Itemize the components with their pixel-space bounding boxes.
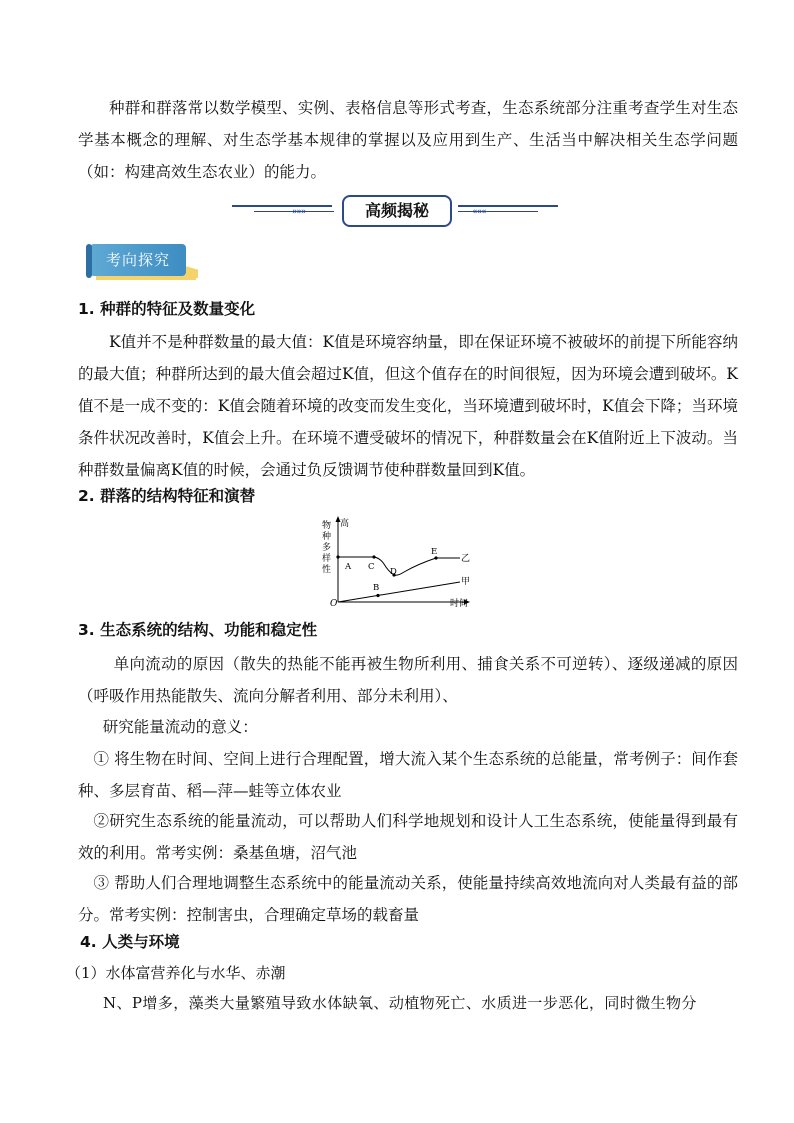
section4-sub1-body: N、P增多，藻类大量繁殖导致水体缺氧、动植物死亡、水质进一步恶化，同时微生物分	[103, 994, 697, 1012]
banner-line-left-top	[232, 205, 332, 207]
section3-heading: 3. 生态系统的结构、功能和稳定性	[78, 621, 318, 639]
section4-heading: 4. 人类与环境	[80, 933, 180, 951]
section-banner	[232, 193, 562, 227]
y-label-2: 种	[322, 532, 332, 542]
point-start	[336, 555, 339, 558]
section3-item2: ②研究生态系统的能量流动，可以帮助人们科学地规划和设计人工生态系统，使能量得到最有效的利用。常考实例：桑基鱼塘，沼气池	[78, 812, 738, 862]
label-b: B	[373, 583, 380, 593]
label-c: C	[368, 562, 375, 572]
curve-yi	[338, 557, 460, 575]
banner-arrows-left-icon: »»»	[292, 207, 306, 217]
curve-jia	[338, 582, 460, 602]
point-c	[372, 555, 375, 558]
section1-heading: 1. 种群的特征及数量变化	[78, 300, 256, 318]
banner-line-right-bottom	[458, 211, 538, 212]
section2-heading: 2. 群落的结构特征和演替	[78, 487, 256, 505]
x-axis-label: 时间	[450, 599, 469, 609]
banner-arrows-right-icon: «««	[472, 207, 486, 217]
y-high-label: 高	[340, 519, 350, 529]
banner-title: 高频揭秘	[342, 195, 452, 227]
origin-label: O	[330, 599, 338, 609]
label-a: A	[345, 562, 352, 572]
topic-tag	[86, 244, 198, 284]
section4-sub1: （1）水体富营养化与水华、赤潮	[66, 964, 286, 982]
y-label-1: 物	[322, 521, 332, 531]
section3-item1: ① 将生物在时间、空间上进行合理配置，增大流入某个生态系统的总能量，常考例子：间作套种、多层育苗、稻—萍—蛙等立体农业	[78, 750, 738, 800]
label-yi: 乙	[461, 554, 471, 564]
y-label-3: 多	[322, 543, 332, 553]
y-label-5: 性	[322, 565, 332, 575]
section3-item3: ③ 帮助人们合理地调整生态系统中的能量流动关系，使能量持续高效地流向对人类最有益的部分。常考实例：控制害虫，合理确定草场的载畜量	[78, 874, 738, 924]
point-b	[376, 594, 379, 597]
intro-paragraph: 种群和群落常以数学模型、实例、表格信息等形式考查，生态系统部分注重考查学生对生态学基本概念的理解、对生态学基本规律的掌握以及应用到生产、生活当中解决相关生态学问题（如：构建高效生态农业）的能力。	[78, 99, 738, 181]
section3-reason: 单向流动的原因（散失的热能不能再被生物所利用、捕食关系不可逆转）、逐级递减的原因（呼吸作用热能散失、流向分解者利用、部分未利用）、	[78, 655, 738, 705]
tag-left-bar	[86, 244, 92, 278]
succession-diagram	[318, 514, 474, 610]
section3-meaning-title: 研究能量流动的意义：	[102, 718, 258, 736]
label-jia: 甲	[461, 577, 471, 587]
label-d: D	[390, 567, 397, 577]
label-e: E	[431, 547, 438, 557]
y-label-4: 样	[322, 554, 332, 564]
tag-label: 考向探究	[90, 244, 186, 276]
section1-body: K值并不是种群数量的最大值：K值是环境容纳量，即在保证环境不被破坏的前提下所能容纳的最大值；种群所达到的最大值会超过K值，但这个值存在的时间很短，因为环境会遭到破坏。K值不是一成不变的：K值会随着环境的改变而发生变化，当环境遭到破坏时，K值会下降；当环境条件状况改善时，K值会上升。在环境不遭受破坏的情况下，种群数量会在K值附近上下波动。当种群数量偏离K值的时候，会通过负反馈调节使种群数量回到K值。	[78, 333, 738, 479]
